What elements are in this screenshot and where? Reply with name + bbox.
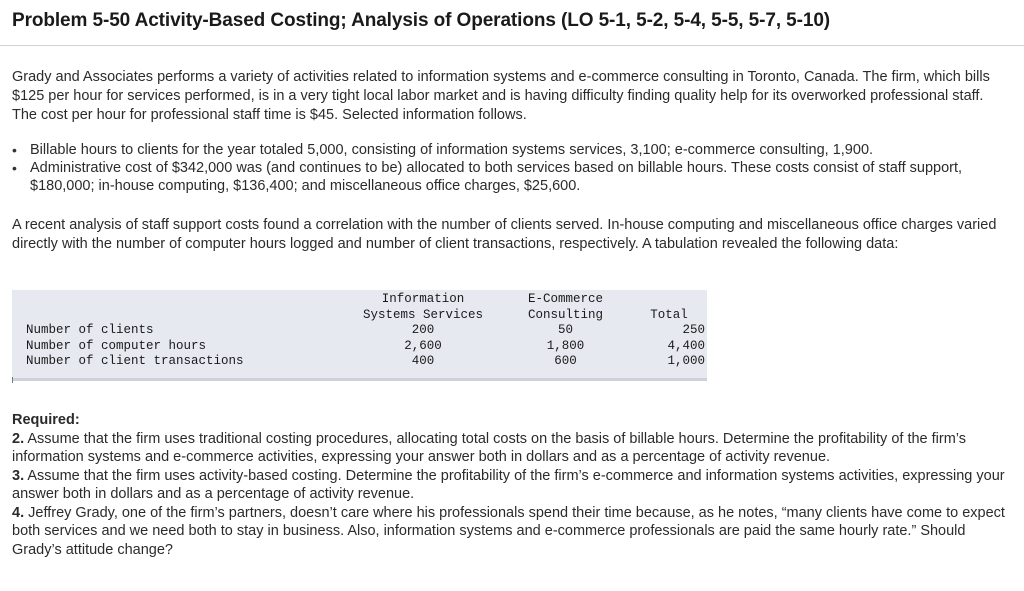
cell-total: 1,000 xyxy=(667,354,705,368)
cell-e-commerce: 600 xyxy=(554,354,577,368)
header-blank xyxy=(26,292,348,323)
required-item-text: Assume that the firm uses traditional costing procedures, allocating total costs on the basis of billable hours. Determine the profitability of the firm’s information systems and e-commerce activities, expressing your answer both in dollars and as a percentage of activity revenue. xyxy=(12,430,966,465)
table-row xyxy=(26,339,705,355)
header-ec-line2: Consulting xyxy=(527,307,603,322)
table-row xyxy=(26,323,705,339)
row-label: Number of clients xyxy=(26,323,154,337)
tabulation-panel xyxy=(12,290,707,381)
required-item-3 xyxy=(12,467,1012,504)
header-ec-line1: E-Commerce xyxy=(527,292,603,306)
required-item-text: Assume that the firm uses activity-based costing. Determine the profitability of the firm’s e-commerce and information systems activities, expressing your answer both in dollars and as a percentage of activity revenue. xyxy=(12,467,1005,502)
header-is-line2: Systems Services xyxy=(362,307,484,322)
header-information-systems xyxy=(348,292,498,323)
cell-information-systems: 400 xyxy=(411,354,435,368)
required-item-text: Jeffrey Grady, one of the firm’s partners, doesn’t care where his professionals spend their time because, as he notes, “many clients have come to expect both services and we need both to stay in business. Also, information systems and e-commerce professionals are paid the same hourly rate.” Should Grady’s attitude change? xyxy=(12,504,1005,558)
problem-title: Problem 5-50 Activity-Based Costing; Analysis of Operations (LO 5-1, 5-2, 5-4, 5-5, 5-7, 5-10) xyxy=(12,10,831,31)
cell-total: 250 xyxy=(682,323,705,337)
required-item-2 xyxy=(12,430,1012,467)
table-bottom-border xyxy=(12,378,707,381)
table-header-row xyxy=(26,292,705,323)
tabulation-table xyxy=(26,292,705,370)
header-total: Total xyxy=(650,307,688,322)
header-is-line1: Information xyxy=(381,292,465,306)
cell-information-systems: 200 xyxy=(411,323,435,337)
info-bullet-list xyxy=(12,141,1012,195)
required-item-number: 3. xyxy=(12,467,25,484)
cell-e-commerce: 1,800 xyxy=(546,338,585,353)
cell-e-commerce: 50 xyxy=(557,323,573,337)
row-label: Number of client transactions xyxy=(26,354,244,368)
cell-information-systems: 2,600 xyxy=(404,338,442,353)
header-e-commerce xyxy=(498,292,633,323)
title-divider xyxy=(0,45,1024,46)
table-row xyxy=(26,354,705,370)
required-item-number: 4. xyxy=(12,504,25,521)
table-corner-tick xyxy=(12,377,13,383)
required-item-number: 2. xyxy=(12,430,25,447)
analysis-paragraph: A recent analysis of staff support costs found a correlation with the number of clients served. In-house computing and miscellaneous office charges varied directly with the number of computer hours logged and number of client transactions, respectively. A tabulation revealed the following data: xyxy=(12,217,997,252)
required-section xyxy=(12,411,1012,559)
bullet-administrative-cost: • Administrative cost of $342,000 was (and continues to be) allocated to both services based on billable hours. These costs consist of staff support, $180,000; in-house computing, $136,400; and miscellaneous office charges, $25,600. xyxy=(12,159,1012,195)
row-label: Number of computer hours xyxy=(26,338,207,353)
required-item-4 xyxy=(12,504,1012,560)
bullet-billable-hours: • Billable hours to clients for the year totaled 5,000, consisting of information systems services, 3,100; e-commerce consulting, 1,900. xyxy=(12,141,1012,159)
required-heading: Required: xyxy=(12,412,80,428)
intro-paragraph: Grady and Associates performs a variety of activities related to information systems and e-commerce consulting in Toronto, Canada. The firm, which bills $125 per hour for services performed, is in a very tight local labor market and is having difficulty finding quality help for its overworked professional staff. The cost per hour for professional staff time is $45. Selected information follows. xyxy=(12,69,990,123)
cell-total: 4,400 xyxy=(667,338,705,353)
